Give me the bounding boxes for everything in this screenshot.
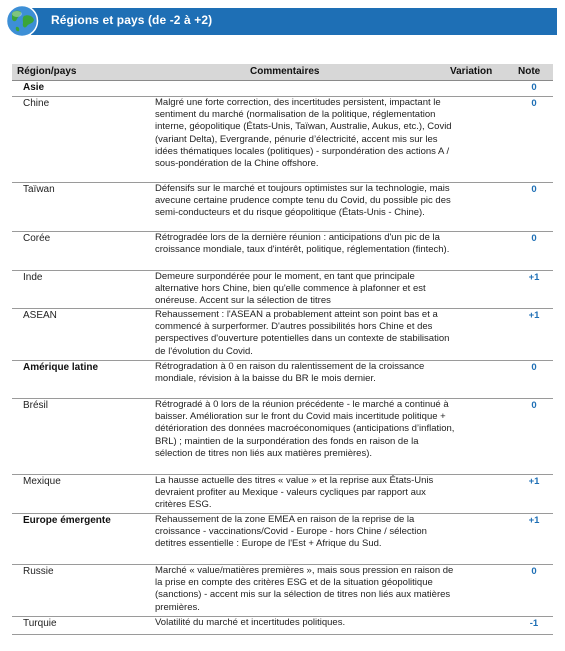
table-row xyxy=(12,309,553,361)
table-row xyxy=(12,232,553,271)
column-header-comments: Commentaires xyxy=(250,66,320,77)
table-row xyxy=(12,81,553,97)
globe-icon xyxy=(4,4,40,38)
row-region: Chine xyxy=(23,98,50,109)
table-row xyxy=(12,399,553,475)
column-header-region: Région/pays xyxy=(17,66,77,77)
page-header xyxy=(4,4,557,35)
row-note: +1 xyxy=(528,515,540,526)
table-row xyxy=(12,475,553,514)
table-row xyxy=(12,183,553,232)
row-comment: Malgré une forte correction, des incertitudes persistent, impactant le sentiment du marché (normalisation de la politique, réglementation interne, géopolitique (États-Unis, Taïwan, Australie, Aukus, etc.), Covid (variant Delta), Evergrande, pénurie d’électricité, accent mis sur les idées thématiques locales (politiques) - surpondération des actions A / sous-pondération de la Chine offshore. xyxy=(155,97,452,170)
table-row xyxy=(12,97,553,183)
page-title: Régions et pays (de -2 à +2) xyxy=(51,13,213,27)
row-comment: Demeure surpondérée pour le moment, en tant que principale alternative hors Chine, bien qu'elle commence à plafonner et est onéreuse. Accent sur la sélection de titres xyxy=(155,271,426,307)
row-note: 0 xyxy=(531,400,537,411)
column-header-variation: Variation xyxy=(450,66,493,77)
row-note: 0 xyxy=(531,566,537,577)
row-comment: Rehaussement de la zone EMEA en raison de la reprise de la croissance - vaccinations/Covid - Europe - hors Chine / sélection detitres essentielle : Europe de l'Est + Afrique du Sud. xyxy=(155,514,427,550)
row-comment: Rétrogradée lors de la dernière réunion : anticipations d'un pic de la croissance mondiale, taux d'intérêt, politique, réglementation (fintech). xyxy=(155,232,450,256)
row-comment: Volatilité du marché et incertitudes politiques. xyxy=(155,617,346,628)
row-note: 0 xyxy=(531,362,537,373)
row-region: Asie xyxy=(23,82,45,93)
row-comment: Défensifs sur le marché et toujours optimistes sur la technologie, mais avecune certaine prudence compte tenu du Covid, du possible pic des semi-conducteurs et du risque géopolitique (États-Unis - Chine). xyxy=(155,183,451,219)
row-note: +1 xyxy=(528,310,540,321)
row-note: -1 xyxy=(529,618,539,629)
row-region: Corée xyxy=(23,233,51,244)
row-region: Taïwan xyxy=(23,184,55,195)
row-comment: Rehaussement : l'ASEAN a probablement atteint son point bas et a commencé à surperformer. D'autres possibilités hors Chine et des perspectives d'ouverture potentielles dans un contexte de stabilisation de l'évolution du Covid. xyxy=(155,309,450,357)
row-note: 0 xyxy=(531,233,537,244)
row-note: +1 xyxy=(528,272,540,283)
row-region: Russie xyxy=(23,566,54,577)
row-comment: Marché « value/matières premières », mais sous pression en raison de la prise en compte des critères ESG et de la situation géopolitique (sanctions) - accent mis sur la sélection de titres non liés aux matières premières. xyxy=(155,565,454,613)
table-row xyxy=(12,617,553,635)
row-region: ASEAN xyxy=(23,310,57,321)
row-region: Europe émergente xyxy=(23,515,111,526)
row-comment: La hausse actuelle des titres « value » et la reprise aux États-Unis devraient profiter au Mexique - valeurs cycliques par rapport aux critères ESG. xyxy=(155,475,434,511)
table-row xyxy=(12,361,553,399)
table-row xyxy=(12,565,553,617)
row-note: 0 xyxy=(531,184,537,195)
row-region: Inde xyxy=(23,272,43,283)
row-region: Brésil xyxy=(23,400,49,411)
row-note: +1 xyxy=(528,476,540,487)
row-note: 0 xyxy=(531,98,537,109)
row-comment: Rétrogradé à 0 lors de la réunion précédente - le marché a continué à baisser. Amélioration sur le front du Covid mais incertitude politique + détérioration des données macroéconomiques (anticipations d’inflation, BRL) ; maintien de la surpondération des fonds en raison de la sélection de titres non liés aux matières premières). xyxy=(155,399,455,459)
table-header xyxy=(12,64,553,81)
regions-table xyxy=(12,64,553,635)
row-region: Amérique latine xyxy=(23,362,99,373)
table-row xyxy=(12,514,553,565)
row-comment: Rétrogradation à 0 en raison du ralentissement de la croissance mondiale, révision à la baisse du BR le mois dernier. xyxy=(155,361,425,385)
row-region: Mexique xyxy=(23,476,61,487)
table-row xyxy=(12,271,553,309)
row-note: 0 xyxy=(531,82,537,93)
row-region: Turquie xyxy=(23,618,57,629)
column-header-note: Note xyxy=(518,66,541,77)
